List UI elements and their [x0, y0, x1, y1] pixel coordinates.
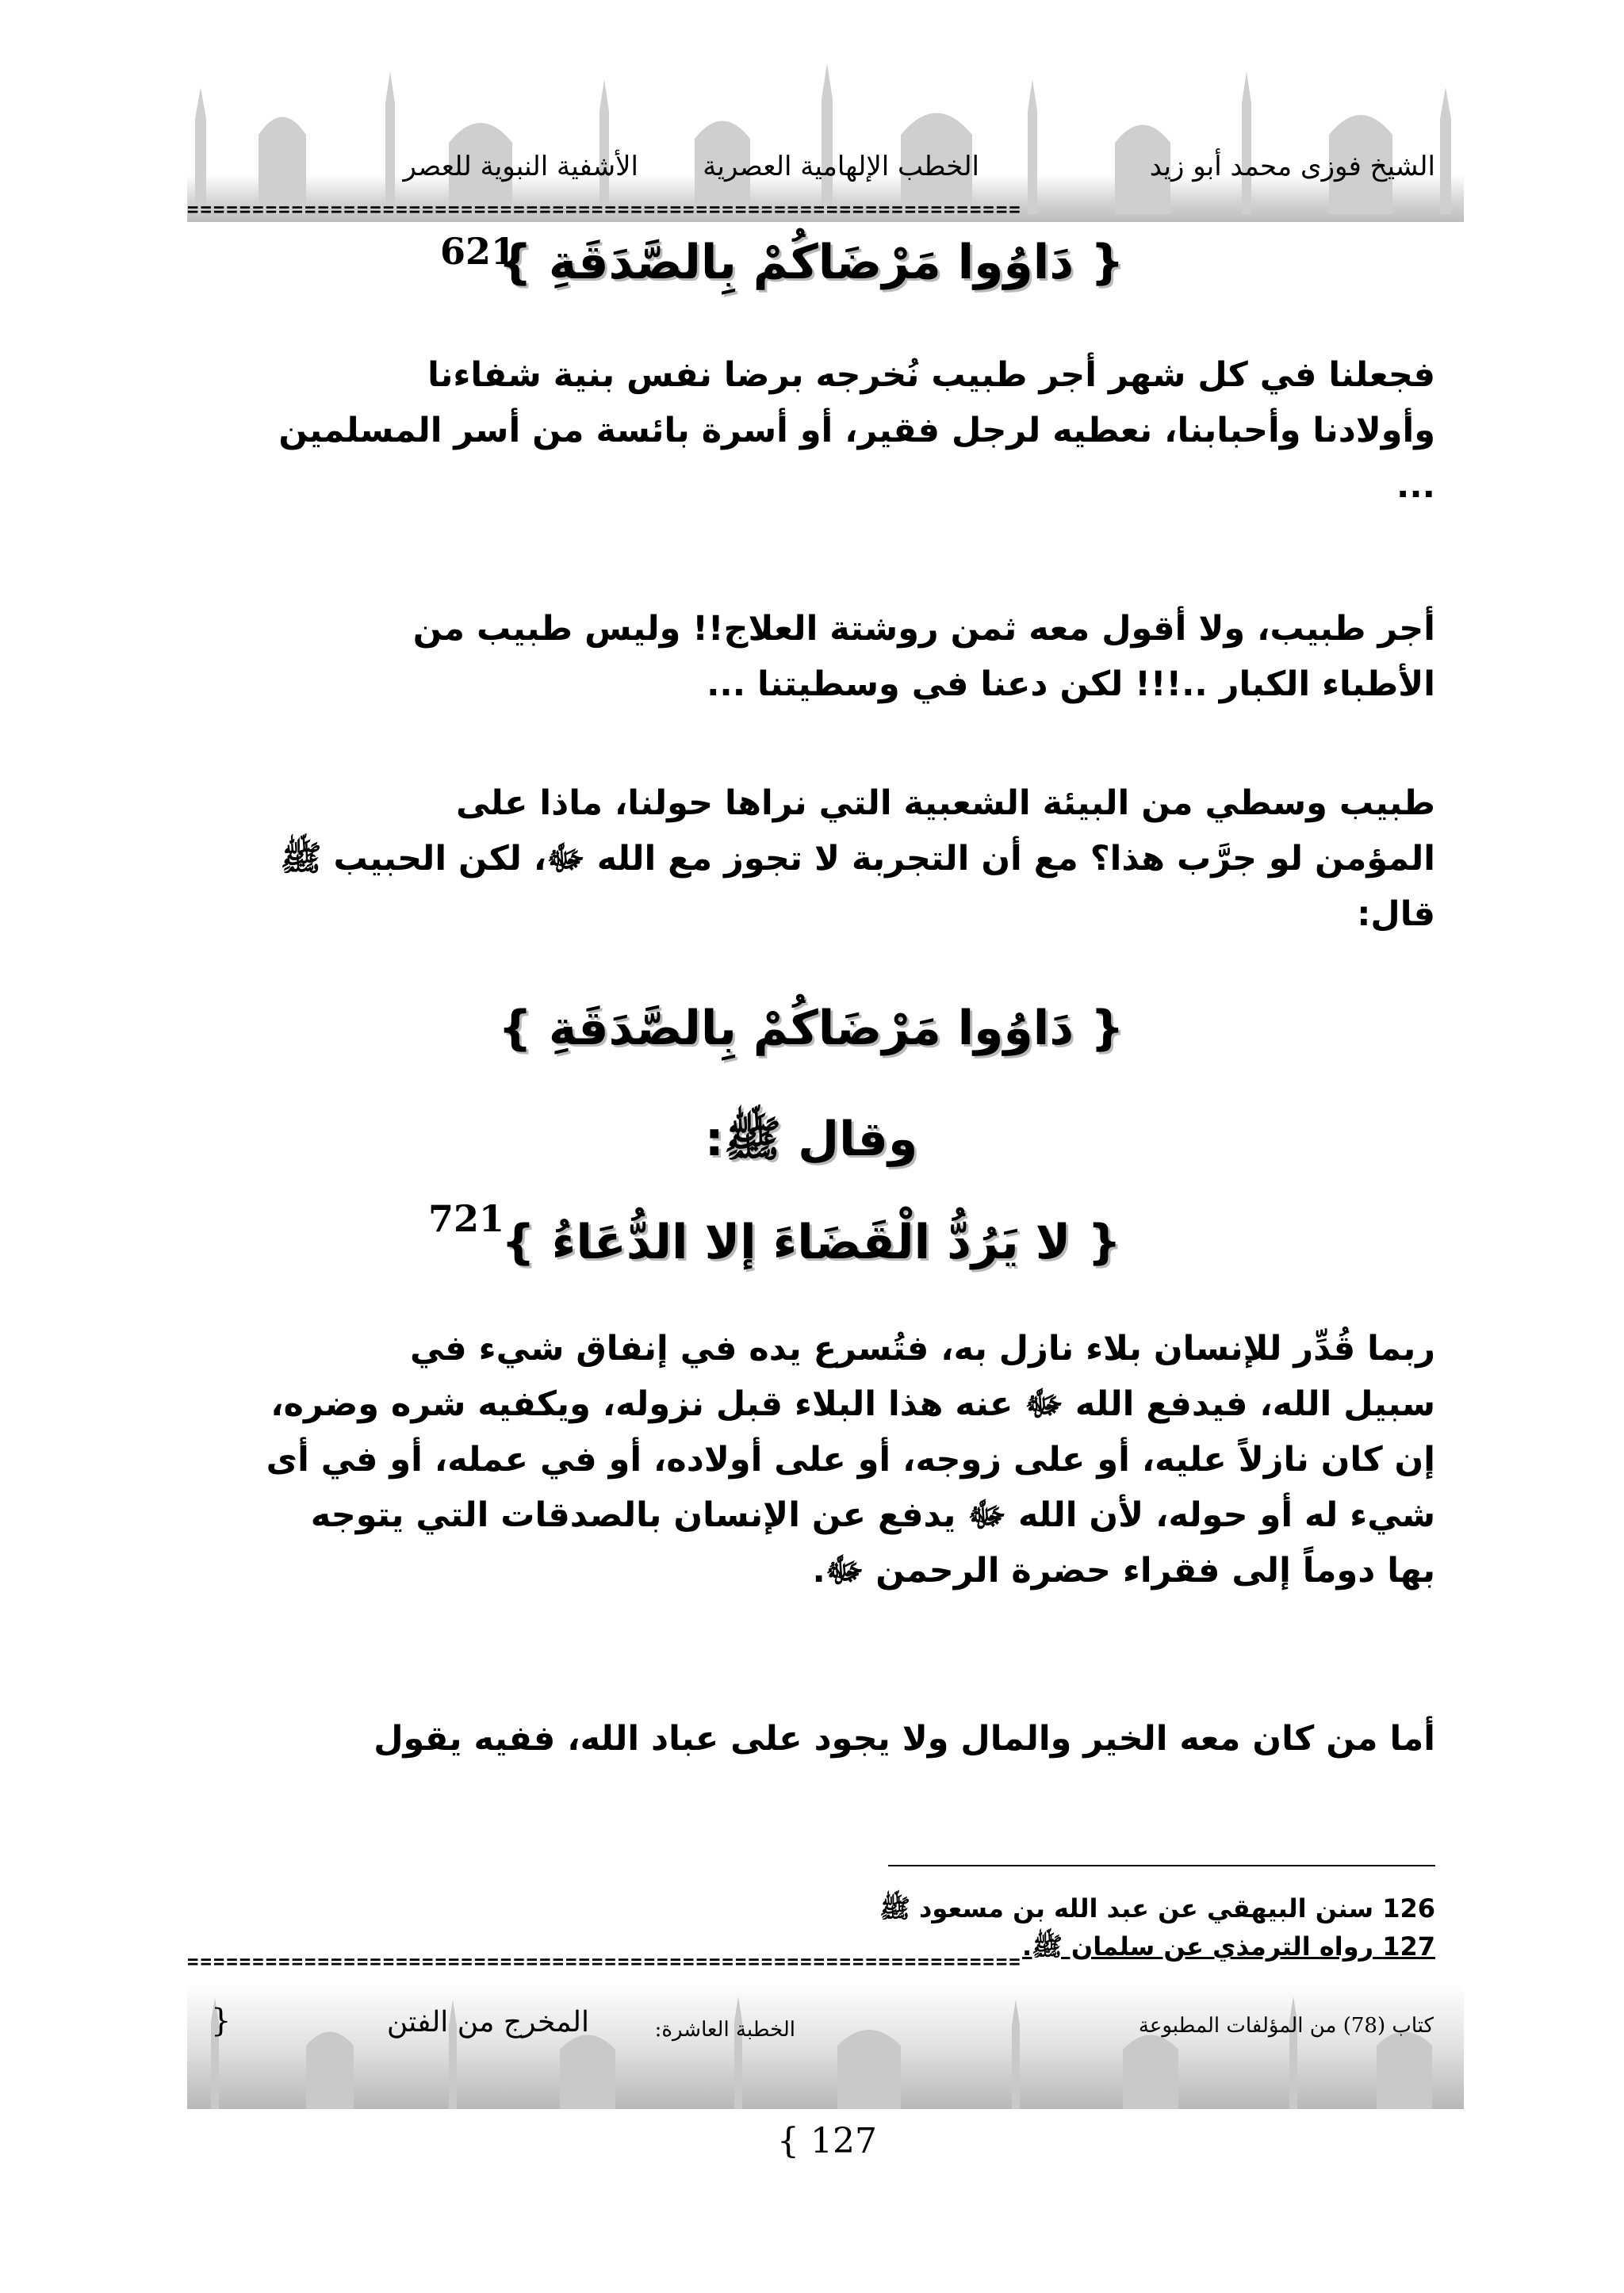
footnote-ref-2: 721 [428, 1197, 505, 1240]
mosque-silhouette-icon [187, 56, 1464, 222]
paragraph-5: أما من كان معه الخير والمال ولا يجود على عباد الله، ففيه يقول [373, 1719, 1435, 1759]
footnote-2: 127 رواه الترمذي عن سلمان ﷺ. [1021, 1931, 1435, 1962]
paragraph-1: فجعلنا في كل شهر أجر طبيب نُخرجه برضا نفس بنية شفاءنا وأولادنا وأحبابنا، نعطيه لرجل فقير، أو أسرة بائسة من أسر المسلمين ... [278, 355, 1435, 506]
and-said-line: وقال ﷺ: [704, 1112, 918, 1167]
footnote-1: 126 سنن البيهقي عن عبد الله بن مسعود ﷺ [879, 1893, 1435, 1924]
page-number: { 127 [777, 2121, 877, 2161]
hadith-title-1 [187, 235, 1435, 290]
footnote-separator [888, 1865, 1435, 1866]
paragraph-2: أجر طبيب، ولا أقول معه ثمن روشتة العلاج!! وليس طبيب من الأطباء الكبار ..!!! لكن دعنا في وسطيتنا ... [412, 609, 1435, 704]
hadith-title-3 [187, 1215, 1435, 1270]
footer-brace: { [211, 2003, 232, 2039]
footer-book-info: كتاب (78) من المؤلفات المطبوعة [1138, 2014, 1434, 2038]
hadith-title-2: { دَاوُوا مَرْضَاكُمْ بِالصَّدَقَةِ } [498, 1001, 1124, 1056]
footer-sermon-label: الخطبة العاشرة: [654, 2018, 795, 2042]
hadith-title-1-text: { دَاوُوا مَرْضَاكُمْ بِالصَّدَقَةِ } [498, 235, 1124, 290]
header-rule: ================================================================ [187, 200, 1022, 220]
header-mosque-band [187, 56, 1464, 222]
footnote-ref-1: 621 [440, 230, 517, 273]
paragraph-4: ربما قُدِّر للإنسان بلاء نازل به، فتُسرع يده في إنفاق شيء في سبيل الله، فيدفع الله ﷻ عنه هذا البلاء قبل نزوله، ويكفيه شره وضره، إن كان نازلاً عليه، أو على زوجه، أو على أولاده، أو في عمله، أو في أى شيء له أو حوله، لأن الله ﷻ يدفع عن الإنسان بالصدقات التي يتوجه بها دوماً إلى فقراء حضرة الرحمن ﷻ. [266, 1329, 1435, 1591]
header-author: الشيخ فوزى محمد أبو زيد [1149, 151, 1435, 182]
footer-sermon-title: المخرج من الفتن [386, 2006, 589, 2038]
header-series-title: الخطب الإلهامية العصرية [703, 151, 979, 182]
footer-rule: ================================================================ [187, 1952, 1022, 1973]
hadith-title-3-text: { لا يَرُدُّ الْقَضَاءَ إلا الدُّعَاءُ } [501, 1215, 1121, 1270]
header-book-title: الأشفية النبوية للعصر [403, 151, 638, 182]
paragraph-3: طبيب وسطي من البيئة الشعبية التي نراها حولنا، ماذا على المؤمن لو جرَّب هذا؟ مع أن التجربة لا تجوز مع الله ﷻ، لكن الحبيب ﷺ قال: [280, 783, 1435, 934]
